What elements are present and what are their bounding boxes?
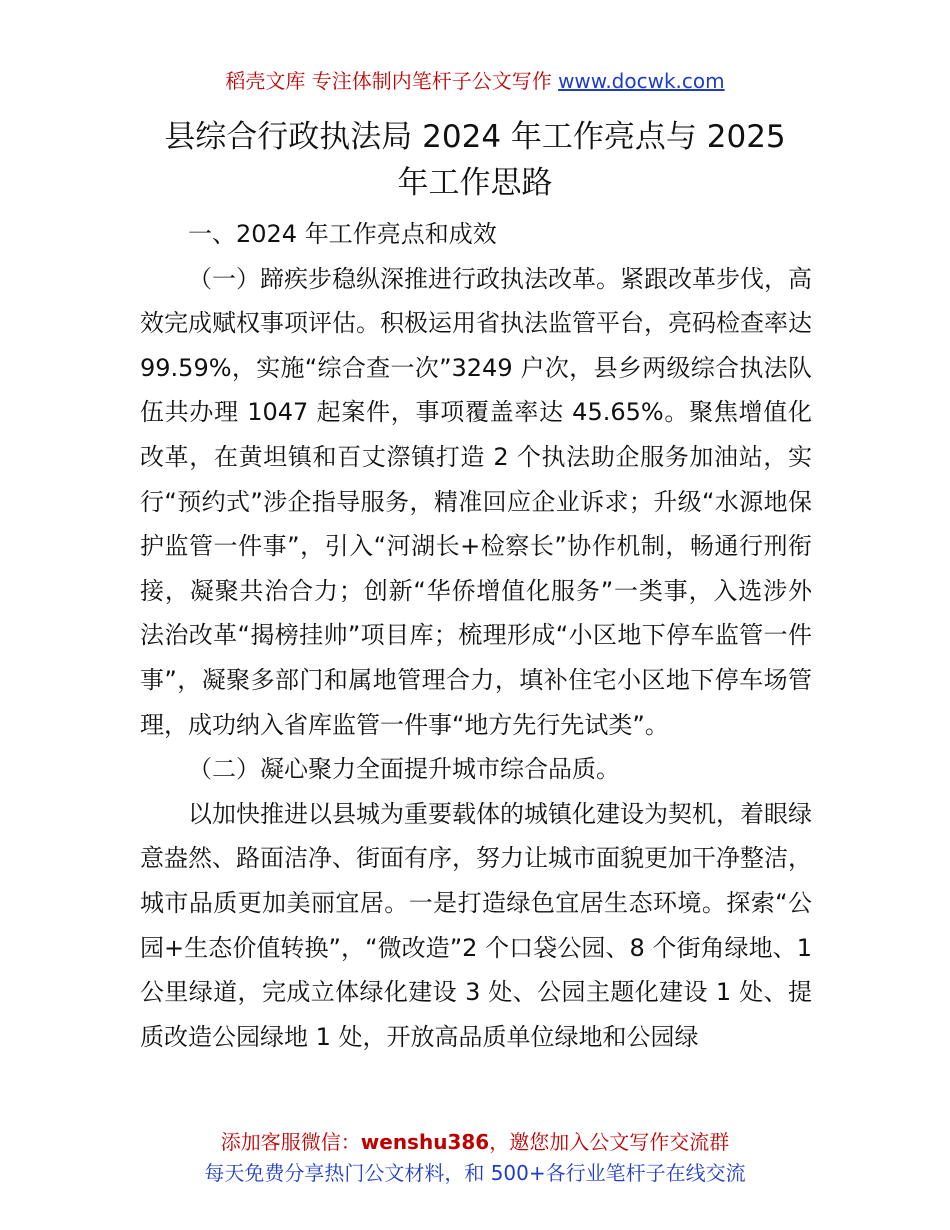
title-line-1: 县综合行政执法局 2024 年工作亮点与 2025 bbox=[164, 119, 786, 155]
section-heading-1: 一、2024 年工作亮点和成效 bbox=[188, 220, 497, 248]
wechat-id: wenshu386 bbox=[360, 1130, 490, 1154]
footer-line-1 bbox=[0, 1127, 950, 1158]
paragraph-2: 以加快推进以县城为重要载体的城镇化建设为契机，着眼绿意盎然、路面洁净、街面有序，努力让城市面貌更加干净整洁，城市品质更加美丽宜居。一是打造绿色宜居生态环境。探索“公园+生态价值转换”，“微改造”2 个口袋公园、8 个街角绿地、1 公里绿道，完成立体绿化建设 3 处、公园主题化建设 1 处、提质改造公园绿地 1 处，开放高品质单位绿地和公园绿 bbox=[140, 799, 812, 1051]
footer bbox=[0, 1127, 950, 1189]
header-banner bbox=[0, 66, 950, 96]
footer-suffix: ，邀您加入公文写作交流群 bbox=[489, 1130, 730, 1154]
footer-line-2: 每天免费分享热门公文材料，和 500+各行业笔杆子在线交流 bbox=[204, 1161, 746, 1185]
subsection-heading-2: （二）凝心聚力全面提升城市综合品质。 bbox=[188, 755, 620, 784]
document-body bbox=[140, 212, 812, 1059]
footer-prefix: 添加客服微信： bbox=[220, 1130, 361, 1154]
paragraph-1: （一）蹄疾步稳纵深推进行政执法改革。紧跟改革步伐，高效完成赋权事项评估。积极运用省执法监管平台，亮码检查率达 99.59%，实施“综合查一次”3249 户次，县乡两级综合执法队伍共办理 1047 起案件，事项覆盖率达 45.65%。聚焦增值化改革，在黄坦镇和百丈漈镇打造 2 个执法助企服务加油站，实行“预约式”涉企指导服务，精准回应企业诉求；升级“水源地保护监管一件事”，引入“河湖长+检察长”协作机制，畅通行刑衔接，凝聚共治合力；创新“华侨增值化服务”一类事，入选涉外法治改革“揭榜挂帅”项目库；梳理形成“小区地下停车监管一件事”，凝聚多部门和属地管理合力，填补住宅小区地下停车场管理，成功纳入省库监管一件事“地方先行先试类”。 bbox=[140, 264, 812, 739]
title-line-2: 年工作思路 bbox=[397, 165, 553, 201]
banner-link[interactable]: www.docwk.com bbox=[558, 69, 725, 93]
document-title bbox=[140, 114, 810, 206]
banner-text: 稻壳文库 专注体制内笔杆子公文写作 bbox=[225, 69, 559, 93]
